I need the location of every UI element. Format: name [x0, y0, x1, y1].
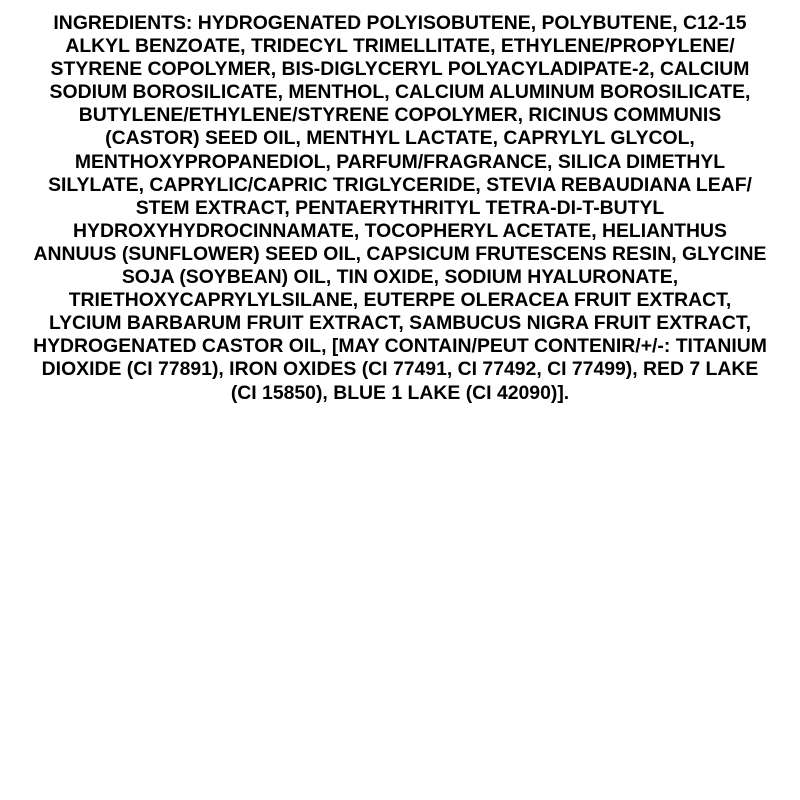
ingredients-line-3: STYRENE COPOLYMER, BIS-DIGLYCERYL POLYACYLADIPATE-2, CALCIUM	[50, 58, 750, 81]
ingredients-line-17: (CI 15850), BLUE 1 LAKE (CI 42090)].	[230, 381, 570, 404]
ingredients-line-2: ALKYL BENZOATE, TRIDECYL TRIMELLITATE, ETHYLENE/PROPYLENE/	[65, 35, 735, 58]
ingredients-text-block	[14, 12, 786, 405]
ingredients-line-7: MENTHOXYPROPANEDIOL, PARFUM/FRAGRANCE, SILICA DIMETHYL	[74, 150, 726, 173]
ingredients-line-14: LYCIUM BARBARUM FRUIT EXTRACT, SAMBUCUS NIGRA FRUIT EXTRACT,	[49, 312, 751, 335]
ingredients-line-15: HYDROGENATED CASTOR OIL, [MAY CONTAIN/PEUT CONTENIR/+/-: TITANIUM	[33, 335, 767, 358]
ingredients-line-9: STEM EXTRACT, PENTAERYTHRITYL TETRA-DI-T-BUTYL	[135, 196, 665, 219]
ingredients-line-16: DIOXIDE (CI 77891), IRON OXIDES (CI 77491, CI 77492, CI 77499), RED 7 LAKE	[41, 358, 759, 381]
ingredients-line-8: SILYLATE, CAPRYLIC/CAPRIC TRIGLYCERIDE, STEVIA REBAUDIANA LEAF/	[48, 173, 752, 196]
ingredients-line-5: BUTYLENE/ETHYLENE/STYRENE COPOLYMER, RICINUS COMMUNIS	[78, 104, 722, 127]
ingredients-line-6: (CASTOR) SEED OIL, MENTHYL LACTATE, CAPRYLYL GLYCOL,	[105, 127, 695, 150]
ingredients-line-4: SODIUM BOROSILICATE, MENTHOL, CALCIUM ALUMINUM BOROSILICATE,	[49, 81, 751, 104]
ingredients-line-10: HYDROXYHYDROCINNAMATE, TOCOPHERYL ACETATE, HELIANTHUS	[73, 219, 727, 242]
ingredients-line-12: SOJA (SOYBEAN) OIL, TIN OXIDE, SODIUM HYALURONATE,	[121, 266, 679, 289]
ingredients-line-11: ANNUUS (SUNFLOWER) SEED OIL, CAPSICUM FRUTESCENS RESIN, GLYCINE	[33, 242, 767, 265]
ingredients-line-13: TRIETHOXYCAPRYLYLSILANE, EUTERPE OLERACEA FRUIT EXTRACT,	[68, 289, 732, 312]
ingredients-line-1: INGREDIENTS: HYDROGENATED POLYISOBUTENE, POLYBUTENE, C12-15	[53, 12, 747, 34]
